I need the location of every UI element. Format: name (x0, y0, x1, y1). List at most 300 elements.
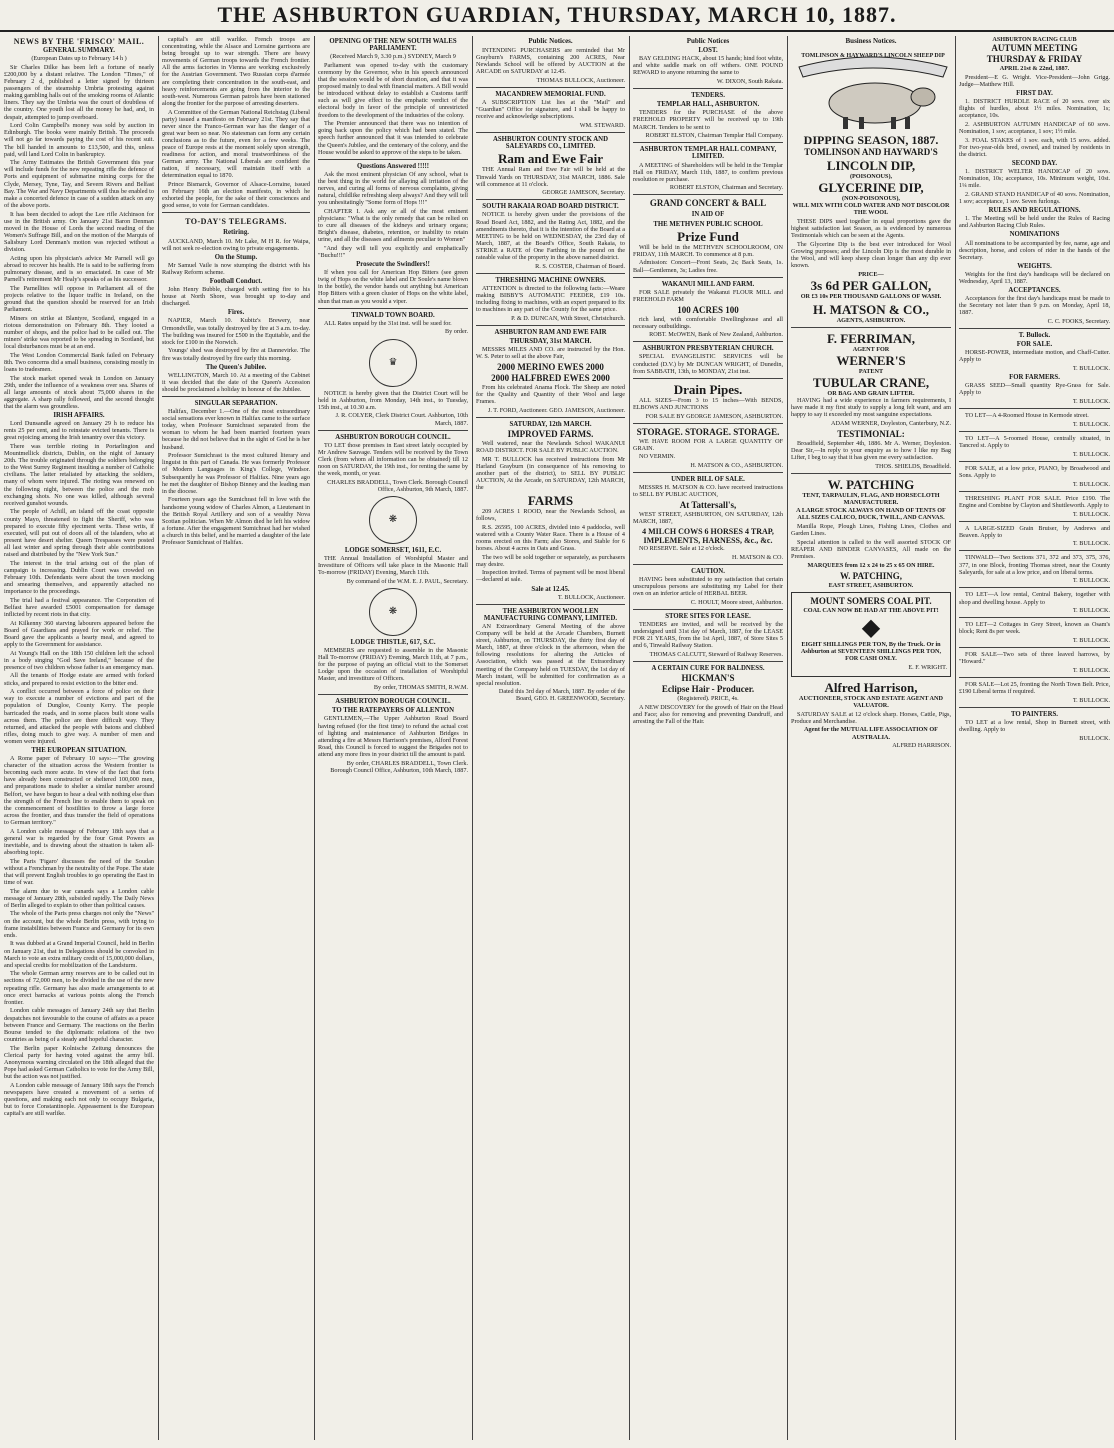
divider (476, 87, 625, 88)
divider (959, 408, 1110, 409)
signature: CHARLES BRADDELL, Town Clerk. Borough Council Office, Ashburton, 9th March, 1887. (327, 478, 468, 493)
signature: THOMAS BULLOCK, Auctioneer. (536, 77, 625, 85)
subheading: LODGE THISTLE, 617, S.C. (350, 639, 436, 646)
paragraph: A Committee of the German National Reichstag (Liberal party) issued a manifesto on February 21st. They say that never since the Franco-German war has the danger of a great war been so near. No statesman can form any certain conclusions as to the future, even for a few weeks. The peace of Europe rests at the moment solely upon strength, readiness for action, and moral trustworthiness of the German army. The National Liberals are confident the nation, if necessary, will maintain itself with a determination equal to 1870. (162, 108, 310, 180)
headline-storage: STORAGE. STORAGE. STORAGE. (636, 426, 780, 437)
paragraph: Professor Sumichrast is the most cultured literary and linguist in this part of Canada. He was formerly Professor of Modern Languages in King's College, Windsor. Subsequently he was Professor of Halifax. Nine years ago he met the daughter of Bishop Binney and the leading man in the diocese. (162, 452, 310, 495)
subheading: Questions Answered !!!!! (357, 162, 429, 170)
paragraph: rich land, with comfortable Dwellinghouse and all necessary outbuildings. (633, 315, 783, 330)
subheading: STORE SITES FOR LEASE. (665, 612, 751, 620)
signature: GEORGE JAMESON, Secretary. (542, 189, 625, 197)
headline-tattersalls: At Tattersall's, (679, 500, 737, 511)
paragraph: Admission: Concert—Front Seats, 2s; Back Seats, 1s. Ball—Gentlemen, 3s; Ladies free. (633, 259, 783, 274)
paragraph: OR £3 10s PER THOUSAND GALLONS OF WASH. (800, 293, 942, 300)
paragraph: Inspection invited. Terms of payment will be most liberal—declared at sale. (476, 569, 625, 584)
paragraph: WILL MIX WITH COLD WATER AND NOT DISCOLOR THE WOOL (792, 202, 950, 217)
paragraph: The stock market opened weak in London on January 29th, under the influence of a weakness over sea. Shares of all large amounts of stock about 75,000 shares in the aggregate. A sharp rally followed, and the second thought that the alarm was groundless. (4, 374, 154, 410)
paragraph: 1. The Meeting will be held under the Rules of Racing and Ashburton Racing Club Rules. (959, 215, 1110, 230)
paragraph: Lord Colin Campbell's money was sold by auction in Edinburgh. The books were mainly British. The proceeds will not go far towards paying the cost of his recent suit. The bill handed in amounts to £13,500, and this, unless paid, will land Lord Colin in bankruptcy. (4, 122, 154, 158)
headline-telegrams: TO-DAY'S TELEGRAMS. (185, 217, 287, 227)
paragraph: R.S. 26595, 100 ACRES, divided into 4 paddocks, well watered with a County Water Race. There is a House of 4 rooms erected on this Farm; also Stores, and Stable for 6 horses. About 4 acres in Oats and Grass. (476, 523, 625, 552)
paragraph: WE HAVE ROOM FOR A LARGE QUANTITY OF GRAIN. (633, 437, 783, 452)
paragraph: A conflict occurred between a force of police on their way to execute a number of evictions and part of the population of Dungloe, County Kerry. The people barricaded the roads, and in some places built stone walls across them. The police are there difficult way. They returned, and attacked the people with batons and clubbed rifles, doing much to give way. A number of men and women were injured. (4, 688, 154, 745)
column-7 (959, 36, 1110, 1440)
divider (318, 308, 468, 309)
paragraph: The Glycerine Dip is the best ever introduced for Wool Growing purposes; and the Lincoln Dip is the most durable in the Wool, and will keep sheep clean longer than any dip ever known. (791, 240, 951, 270)
paragraph: The whole of the Paris press charges not only the "News" on the account, but the whole Berlin press, with trying to frame instabilities between France and Germany for its own ends. (4, 910, 154, 939)
column-rule (629, 36, 630, 1440)
paragraph: All nominations to be accompanied by fee, name, age and description, horse, and colors of rider in the hands of the Secretary. (959, 239, 1110, 261)
paragraph: GRASS SEED—Small quantity Rye-Grass for Sale. Apply to (959, 382, 1110, 397)
headline-eclipse: Eclipse Hair - Producer. (661, 683, 755, 694)
subheading: THURSDAY, 31st MARCH. (509, 338, 592, 346)
paragraph: HORSE-POWER, intermediate motion, and Chaff-Cutter. Apply to (959, 349, 1110, 364)
divider (959, 647, 1110, 648)
paragraph: The Paris 'Figaro' discusses the need of the Soudan without a Frenchman by the neutrality of the Pope. The state that will prevent English troubles to go operating the East in time of war. (4, 857, 154, 886)
paragraph: TENT, TARPAULIN, FLAG, AND HORSECLOTH MANUFACTURER. (802, 491, 940, 506)
signature: By order, THOMAS SMITH, R.W.M. (373, 684, 468, 692)
paragraph: WELLINGTON, March 10. At a meeting of the Cabinet it was decided that the date of the Queen's Accession should be proclaimed a holiday in honour of the Jubilee. (162, 371, 310, 393)
paragraph: TINWALD—Two Sections 371, 372 and 373, 375, 376, 377, in one Block, fronting Thomas street, near the County Saleyards, for sale at a low price, and on liberal terms. (959, 554, 1110, 576)
masonic-compass-icon: ❋ (369, 588, 417, 636)
signature: ADAM WERNER, Doyleston, Canterbury, N.Z. (831, 419, 951, 427)
signature: P. & D. DUNCAN, With Street, Christchurch. (511, 314, 625, 322)
paragraph: The whole German army reserves are to be called out in sections of 72,000 men, to be divided in the use of the new repeating rifle. Germany has also made arrangements to at once erect barracks at various points along the French frontier. (4, 970, 154, 1006)
signature: T. BULLOCK. (1072, 577, 1110, 585)
signature: R. S. COSTER, Chairman of Board. (535, 262, 625, 270)
coal-advert-box (791, 592, 951, 677)
subheading-summary: GENERAL SUMMARY. (42, 47, 116, 55)
subheading: ASHBURTON COUNTY STOCK AND SALEYARDS CO., LIMITED. (492, 136, 608, 151)
column-rule (955, 36, 956, 1440)
subheading: PATENT (858, 367, 884, 375)
subheading: (POISONOUS), (849, 173, 893, 181)
paragraph: Well watered, near the Newlands School WAKANUI ROAD DISTRICT. FOR SALE BY PUBLIC AUCTION. (476, 440, 625, 455)
divider (318, 430, 468, 431)
headline-ferriman: F. FERRIMAN, (827, 330, 915, 346)
big-line: 2000 HALFBRED EWES 2000 (491, 372, 610, 383)
paragraph: A SUBSCRIPTION List lies at the "Mail" and "Guardian" Office for signature, and I shall be happy to receive and acknowledge subscriptions. (476, 99, 625, 121)
subheading: TO THE RATEPAYERS OF ALLENTON (331, 707, 454, 715)
subheading: Prosecute the Swindlers!! (356, 261, 430, 269)
paragraph: INTENDING PURCHASERS are reminded that Mr Grayburn's FARMS, containing 200 ACRES, Near Newlands School will be offered by AUCTION at the ARCADE on SATURDAY at 12.45. (476, 47, 625, 76)
paragraph: A LARGE-SIZED Grain Bruiser, by Andrews and Beaven. Apply to (959, 524, 1110, 539)
signature: ALFRED HARRISON. (892, 742, 951, 750)
subheading: SATURDAY, 12th MARCH. (509, 420, 592, 428)
paragraph: FOR SALE—Lot 25, fronting the North Town Belt. Price, £190 Liberal terms if required. (959, 681, 1110, 696)
subheading-separation: SINGULAR SEPARATION. (194, 400, 278, 407)
headline-patching: W. PATCHING (827, 476, 915, 492)
headline-autumn: AUTUMN MEETING (991, 43, 1078, 54)
column-rule (787, 36, 788, 1440)
divider (633, 472, 783, 473)
section-header: Public Notices (686, 37, 730, 45)
paragraph: A London cable message of January 18th says the French newspapers have created a movement of a series of questions, and making each not only to occupy Bulgaria, but to force Constantinople. Appeasement is the European capital's are still warlike. (4, 1081, 154, 1117)
signature: Dated this 3rd day of March, 1887. By order of the Board, GEO. H. GREENWOOD, Secretary. (498, 688, 625, 703)
headline-nsw-parliament: OPENING OF THE NEW SOUTH WALES PARLIAMENT. (329, 38, 457, 53)
paragraph: THRESHING PLANT FOR SALE. Price £190. The Engine and Combine by Clayton and Shuttleworth. Apply to (959, 494, 1110, 509)
paragraph: TENDERS for the PURCHASE of the above FREEHOLD PROPERTY will be received up to 19th MARCH. Tenders to be sent to (633, 109, 783, 131)
paragraph: TO LET those premises in East street lately occupied by Mr Andrew Sauvage. Tenders will be received by the Town Clerk (from whom all information can be obtained) till 12 noon on SATURDAY, the 19th inst., for renting the same by the week, month, or year. (318, 441, 468, 478)
big-line: 2000 MERINO EWES 2000 (497, 361, 604, 372)
paragraph: FOR SALE, at a low price, PIANO, by Broadwood and Sons. Apply to (959, 464, 1110, 479)
paragraph: THESE DIPS used together in equal proportions gave the highest satisfaction last Season, as is evidenced by numerous Testimonials which can be seen at the Agents. (791, 218, 951, 240)
paragraph: The two will be sold together or separately, as purchasers may desire. (476, 553, 625, 568)
column-2 (162, 36, 310, 1440)
paragraph: GENTLEMEN,—The Upper Ashburton Road Board having refused (for the first time) to refund the actual cost of lighting and maintenance of Ashburton Bridges in attending a fire at Messrs Harrison's premises, Alford Forest Road, this Council is forced to suggest the Brigades not to attend any more fires in your district till the amount is paid. (318, 715, 468, 758)
divider (162, 212, 310, 213)
paragraph: 1. DISTRICT HURDLE RACE of 20 sovs. over six flights of hurdles, about 1½ miles. Nomination, 1s; acceptance, 10s. (959, 98, 1110, 120)
sheep-banner-text: TOMLINSON & HAYWARD'S LINCOLN SHEEP DIP (801, 53, 945, 60)
paragraph: NAPIER, March 10. Kubitz's Brewery, near Ormondville, was totally destroyed by fire at 3 a.m. to-day. The building was insured for £500 in the Equitable, and the stock for £100 in the Norwich. (162, 317, 310, 346)
paragraph: EAST STREET, ASHBURTON. (828, 581, 914, 589)
paragraph: ATTENTION is directed to the following facts:—Weare making BIBBY'S AUTOMATIC FEEDER, £19 10s. including fixing to machines, with an expert prepared to fix to machines in any part of the County for the same price. (476, 284, 625, 314)
paragraph: NOTICE is hereby given that the District Court will be held in Ashburton, from Monday, 14th inst., to Tuesday, 15th inst., at 10.30 a.m. (318, 389, 468, 411)
subheading: (NON-POISONOUS), (842, 195, 900, 203)
paragraph: 3. FOAL STAKES of 1 sov. each, with 15 sovs. added. For two-year-olds bred, owned, and trained by residents in the district. (959, 136, 1110, 158)
paragraph: A MEETING of Shareholders will be held in the Templar Hall on FRIDAY, March 11th, 1887, to confirm previous resolution re purchase. (633, 161, 783, 183)
subheading: FOR SALE. (1016, 341, 1053, 349)
paragraph: Broadfield, September 4th, 1886. Mr A. Werner, Doyleston. Dear Sir,—In reply to your enquiry as to how I like my Bag Lifter, I beg to say that it has given me every satisfaction. (791, 439, 951, 461)
subheading: LODGE SOMERSET, 1611, E.C. (344, 546, 442, 554)
signature: T. BULLOCK. (1072, 420, 1110, 428)
paragraph: The Army Estimates the British Government this year will include funds for the new repeating rifle the defence of Ports and equipment of submarine mining corps for the Clyde, Mersey, Tyne, Tay, and Severn Rivers and Belfast Bay. The War and Navy Departments will thus be enabled to make a concerted defence in case of a sudden attack on any of the above ports. (4, 159, 154, 209)
signature: E. F. WRIGHT. (908, 664, 947, 672)
paragraph: Manilla Rope, Plough Lines, Fishing Lines, Clothes and Garden Lines. (791, 523, 951, 538)
paragraph: FOR SALE—Two sets of three leaved harrows, by "Howard." (959, 651, 1110, 666)
paragraph: Sir Charles Dilke has been left a fortune of nearly £200,000 by a distant relative. The London "Times," of February 2 d, published a letter signed by thirteen passengers of the steamship Umbria protesting against making gambling halls out of the smoking rooms of Atlantic liners. They say the Umbria was the court of doubtless of the country. One youth lost all the money he had, and, in despair, attempted to jump overboard. (4, 63, 154, 121)
paragraph: WEST STREET, ASHBURTON, ON SATURDAY, 12th MARCH, 1887, (633, 511, 783, 526)
subheading: PRICE— (858, 270, 884, 278)
divider (633, 564, 783, 565)
divider (476, 273, 625, 274)
royal-arms-icon: ♛ (369, 339, 417, 387)
diamond-icon: ◆ (861, 615, 881, 642)
headline-racing-club: ASHBURTON RACING CLUB (992, 36, 1077, 43)
subheading: SECOND DAY. (1011, 160, 1058, 167)
divider (633, 142, 783, 143)
subheading: MACANDREW MEMORIAL FUND. (495, 91, 606, 99)
paragraph: THE Annual Installation of Worshipful Master and Investiture of Officers will take place in the Masonic Hall To-morrow (FRIDAY) Evening, March 11th. (318, 555, 468, 577)
paragraph: BAY GELDING HACK, about 15 hands; hind foot white, and white saddle mark on off withers. ONE POUND REWARD to anyone returning the same to (633, 55, 783, 77)
subheading: AGENT FOR (852, 345, 890, 353)
paragraph: The people of Achill, an island off the coast opposite county Mayo, threatened to fight the Sheriff, who was prepared to execute fifty ejectment writs. These writs, if executed, will put out of doors all of the islanders, who at present have desert shelter. Queen Trespasses were posted all last winter and spring through their able contributions raised and distributed by the "New York Sun." (4, 508, 154, 558)
paragraph: NO VERMIN. (639, 453, 676, 461)
paragraph: The trial had a festival appearance. The Corporation of Belfast have awarded £5001 compensation for damage inflicted by recent riots in that city. (4, 596, 154, 618)
subheading: NOMINATIONS (1009, 231, 1060, 239)
signature: FOR SALE BY GEORGE JAMESON, ASHBURTON. (645, 412, 783, 420)
headline-coal-pit: MOUNT SOMERS COAL PIT. (810, 595, 932, 606)
signature: ROBERT ELSTON, Chairman Templar Hall Company. (645, 132, 783, 140)
divider (959, 491, 1110, 492)
paragraph: The interest in the trial arising out of the plan of campaign is increasing. Dublin Court was crowded on February 10th. Defendants were about the town mocking and smearing themselves, and apparently attached no importance to the proceedings. (4, 559, 154, 596)
divider (476, 604, 625, 605)
paragraph: (Registered). PRICE, 4s. (677, 694, 739, 702)
paragraph: CHAPTER I. Ask any or all of the most eminent physicians: "What is the only remedy that can be relied on to cure all diseases of the kidneys and urinary organs; Bright's disease, diabetes, retention, or inability to retain urine, and all the diseases and ailments peculiar to Women" (318, 207, 468, 244)
divider (959, 550, 1110, 551)
divider (476, 132, 625, 133)
signature: J. T. FORD, Auctioneer. GEO. JAMESON, Auctioneer. (487, 406, 625, 414)
paragraph: AUCTIONEER, STOCK AND ESTATE AGENT AND VALUATOR. (799, 694, 943, 709)
headline-concert: GRAND CONCERT & BALL (649, 198, 767, 209)
divider (633, 194, 783, 195)
subheading: On the Stump. (214, 253, 258, 261)
subheading: RULES AND REGULATIONS. (988, 207, 1081, 215)
headline-werner: WERNER'S (836, 352, 906, 368)
paragraph: MARQUEES from 12 x 24 to 25 x 65 ON HIRE. (807, 561, 935, 569)
paragraph: Halifax, December 1.—One of the most extraordinary social sensations ever known in Halifax came to the surface today, when Professor Sumichrast separated from the woman to whom he had been married fourteen years because he did not believe that in the sight of God he is her husband. (162, 408, 310, 451)
paragraph: Prince Bismarck, Governor of Alsace-Lorraine, issued on February 16th an election manifesto, in which he exhorted the people, for the sake of their consciences and good sense, to vote for German candidates. (162, 181, 310, 210)
paragraph: There was terrible rioting in Portarlington and Mountmellick districts, Dublin, on the night of January 20th. The trouble originated through the soldiers belonging to the West Surrey Regiment insulting a number of Catholic civilians. The latter retaliated by attacking the soldiers, many of whom were injured. The rioting was renewed on the following night, between the police and the mob exchanging shots. No one was killed, although several received gunshot wounds. (4, 443, 154, 507)
subheading-irish-affairs: IRISH AFFAIRS. (53, 412, 105, 420)
signature: H. MATSON & CO. (731, 553, 783, 561)
paragraph: A Rome paper of February 10 says:—"The growing character of the situation across the Western frontier is becoming each more acute. In view of the fact that forts have already been constructed or sheltered 100,000 men, and preparations made to shelter a similar number around Belfort, we have begun to hear a deal with nothing else than the strength of the French line to enable them to speak on the commencement of hostilities to throw a large force across the frontier, and thus transfer the field of operations to German territory." (4, 755, 154, 826)
divider (633, 661, 783, 662)
headline-tubular-crane: TUBULAR CRANE, (812, 374, 930, 390)
column-5 (633, 36, 783, 1440)
divider (959, 587, 1110, 588)
divider (791, 473, 951, 474)
signature: T. BULLOCK. (1072, 540, 1110, 548)
paragraph: Weights for the first day's handicaps will be declared on Wednesday, April 13, 1887. (959, 270, 1110, 285)
paragraph: AUCKLAND, March 10. Mr Lake, M H R. for Waipa, will not seek re-election owing to private engagements. (162, 237, 310, 252)
paragraph: TO LET—A 5-roomed House, centrally situated, in Tancred st. Apply to (959, 434, 1110, 450)
column-6 (791, 36, 951, 1440)
masonic-compass-icon: ❋ (369, 496, 417, 544)
signature: ROBERT ELSTON, Chairman and Secretary. (669, 184, 783, 192)
paragraph: TO LET—2 Cottages in Grey Street, known as Osam's block; Rent 8s per week. (959, 621, 1110, 636)
paragraph: 1. DISTRICT WELTER HANDICAP of 20 sovs. Nomination, 10s; acceptance, 10s. Minimum weight, 10st. 1¼ mile. (959, 168, 1110, 190)
sheep-illustration (791, 47, 951, 131)
paragraph: SATURDAY SALE at 12 o'clock sharp. Horses, Cattle, Pigs, Produce and Merchandise. (791, 710, 951, 725)
paragraph: Agent for the MUTUAL LIFE ASSOCIATION OF AUSTRALIA. (804, 726, 938, 741)
divider (633, 423, 783, 424)
signature: THOS. SHIELDS, Broadfield. (875, 462, 951, 470)
signature: T. BULLOCK. (1072, 637, 1110, 645)
paragraph: Will be held in the METHVEN SCHOOLROOM, ON FRIDAY, 11th MARCH. To commence at 8 p.m. (633, 243, 783, 258)
subheading: A CERTAIN CURE FOR BALDNESS. (651, 664, 765, 672)
subheading: WEIGHTS. (1017, 262, 1052, 270)
divider (959, 521, 1110, 522)
paragraph: FOR SALE privately the Wakanui FLOUR MILL and FREEHOLD FARM (633, 288, 783, 303)
paragraph: The West London Commercial Bank failed on February 8th. Two concerns did a small business, consisting mostly in loans to tradesmen. (4, 351, 154, 373)
divider (959, 328, 1110, 329)
subheading: FIRST DAY. (1016, 89, 1053, 97)
paragraph: All the tenants of Hodge estate are armed with forked sticks, and prepared to resist eviction to the bitter end. (4, 672, 154, 687)
paragraph: Acceptances for the first day's handicaps must be made to the Secretary not later than 9 p.m. on Monday, April 18, 1887. (959, 295, 1110, 317)
masthead-title: THE ASHBURTON GUARDIAN, THURSDAY, MARCH 10, 1887. (0, 0, 1114, 32)
headline-patching-2: W. PATCHING, (839, 570, 903, 581)
paragraph: Fourteen years ago the Sumichrast fell in love with the handsome young widow of Charles Almon, a Lieutenant in the British Royal Artillery and son of a wealthy Nova Scotian politician. When Mr Almon died he left his widow a fortune. After the engagement Sumichrast had her wished a church in this belief, and he married a daughter of the late Professor Sumichrast of Halifax. (162, 496, 310, 546)
paragraph: TO LET at a low rental, Shop in Burnett street, with dwelling. Apply to (959, 719, 1110, 734)
paragraph: London cable messages of January 24th say that Berlin despatches not favourable to the course of affairs as a peace between France and Germany. The reactions on the Berlin Bourse tended to the diplomatic relations of the two countries as being of a steady and hopeful character. (4, 1007, 154, 1043)
subheading: TO PAINTERS. (1011, 710, 1058, 718)
headline-dates: THURSDAY & FRIDAY (986, 54, 1083, 65)
signature: T. BULLOCK. (1072, 450, 1110, 458)
headline-frisco-mail: NEWS BY THE 'FRISCO' MAIL. (13, 37, 145, 46)
column-3 (318, 36, 468, 1440)
headline-prize-fund: Prize Fund (677, 228, 739, 244)
dateline: (European Dates up to February 14 h ) (31, 55, 127, 63)
subheading: T. Bullock. (1018, 332, 1051, 340)
headline-lincoln-dip: LINCOLN DIP, (826, 158, 916, 174)
subheading: FOR FARMERS. (1009, 374, 1060, 382)
paragraph: MR T. BULLOCK has received instructions from Mr Harland Grayburn (in consequence of his removing to another part of the district), to SELL BY PUBLIC AUCTION, At the Arcade, on SATURDAY, 12th MARCH, the (476, 455, 625, 492)
column-rule (158, 36, 159, 1440)
paragraph: From his celebrated Anama Flock. The Sheep are noted for the Quality and Quantity of their Wool and large Frames. (476, 383, 625, 406)
subheading: ASHBURTON TEMPLAR HALL COMPANY, LIMITED. (639, 146, 777, 161)
subheading: The Queen's Jubilee. (205, 363, 267, 371)
signature: WM. STEWARD. (579, 122, 625, 130)
headline-farms: FARMS (527, 492, 574, 508)
paragraph: The Premier announced that there was no intention of going back upon the policy which had been stated. The speech further announced that it was intended to celebrate the Queen's Jubilee, and the centenary of the colony, and the House would be asked to approve of the steps to be taken. (318, 120, 468, 156)
subheading: Fires. (227, 309, 245, 317)
paragraph: "And they will tell you explicitly and emphatically "Buchu!!!" (318, 244, 468, 259)
signature: T. BULLOCK, Auctioneer. (557, 593, 625, 601)
headline-testimonial: TESTIMONIAL: (837, 428, 905, 439)
paragraph: TENDERS are invited, and will be received by the undersigned until 31st day of March, 1887, for the LEASE FOR 21 YEARS, from the 1st April, 1887, of Store Sites 5 and 6, Tinwald Railway Station. (633, 620, 783, 650)
subheading: OR BAG AND GRAIN LIFTER. (827, 389, 915, 397)
subheading: ASHBURTON PRESBYTERIAN CHURCH. (642, 345, 774, 353)
subheading: ASHBURTON BOROUGH COUNCIL. (335, 698, 451, 706)
paragraph: MESSRS H. MATSON & CO. have received instructions to SELL BY PUBLIC AUCTION, (633, 484, 783, 499)
paragraph: It has been decided to adopt the Lee rifle Atchinson for use in the British army. On January 21st Baron Denman moved in the House of Lords the second reading of the Women's Suffrage Bill, and on the motion of the Marquis of Salisbury Lord Denman's motion was rejected without a division. (4, 210, 154, 253)
subheading: Football Conduct. (209, 278, 263, 285)
signature: H. MATSON & CO., ASHBURTON. (690, 462, 783, 470)
paragraph: TO LET—A low rental, Central Bakery, together with shop and dwelling house. Apply to (959, 591, 1110, 606)
paragraph: It was dubbed at a Grand Imperial Council, held in Berlin on January 21st, that in Delegations should be convoked in March to vote an extra military credit of 15,000,000 dollars, and special credits for mobilization of the Landsturm. (4, 940, 154, 969)
signature: C. C. FOOKS, Secretary. (1047, 318, 1110, 326)
subheading: Retiring. (223, 229, 249, 237)
signature: T. BULLOCK. (1072, 510, 1110, 518)
subheading: Sale at 12.45. (531, 585, 570, 593)
paragraph: At Young's Hall on the 18th 150 children left the school in a body singing "God Save Ireland," because of the presence of two children whose father is an emergency man. (4, 649, 154, 671)
column-rule (314, 36, 315, 1440)
paragraph: EIGHT SHILLINGS PER TON, By the Truck. Or in Ashburton at SEVENTEEN SHILLINGS PER TON, FOR CASH ONLY. (800, 641, 942, 663)
column-rule (472, 36, 473, 1440)
paragraph: SPECIAL EVANGELISTIC SERVICES will be conducted (D.V.) by Mr DUNCAN WRIGHT, of Dunedin, from SABBATH, 13th, to MONDAY, 21st inst. (633, 353, 783, 375)
divider (633, 378, 783, 379)
paragraph: John Henry Bubble, charged with setting fire to his house at North Shore, was brought up to-day and discharged. (162, 286, 310, 308)
paragraph: NOTICE is hereby given under the provisions of the Road Board Act, 1882, and the Rating Act, 1882, and the amendments thereto, that it is the intention of the Board at a MEETING to be held on WEDNESDAY, the 23rd day of March, 1887, at the Board's Office, South Rakaia, to STRIKE a RATE of One Farthing in the pound on the rateable value of the property in the above named district. (476, 211, 625, 262)
divider (633, 341, 783, 342)
paragraph: MEMBERS are requested to assemble in the Masonic Hall To-morrow (FRIDAY) Evening, March 11th, at 7 p.m., for the purpose of paying an official visit to the Somerset Lodge upon the occasion of installation of Worshipful Master, and investiture of Officers. (318, 647, 468, 683)
column-1 (4, 36, 154, 1440)
headline-improved-farms: IMPROVED FARMS. (507, 429, 594, 439)
paragraph: MESSRS MILES AND CO. are instructed by the Hon. W. S. Peter to sell at the above Fair, (476, 346, 625, 361)
subheading: THE ASHBURTON WOOLLEN MANUFACTURING COMPANY, LIMITED. (483, 607, 618, 622)
divider (633, 277, 783, 278)
headline-hickmans: HICKMAN'S (681, 672, 735, 683)
paragraph: Mr Samuel Vaile is now stumping the district with his Railway Reform scheme. (162, 261, 310, 276)
paragraph: At Kilkenny 360 starving labourers appeared before the Board of Guardians and prayed for work or relief. The Board gave the applicants a hearty meal, and agreed to apply to the Government for assistance. (4, 619, 154, 648)
paragraph: HAVING been substituted to my satisfaction that certain unscrupulous persons are substituting my Label for their own on an inferior article of HERBAL BEER. (633, 575, 783, 597)
paragraph: ALL SIZES—From 3 to 15 inches—With BENDS, ELBOWS AND JUNCTIONS (633, 396, 783, 411)
paragraph: THE Annual Ram and Ewe Fair will be held at the Tinwald Yards on THURSDAY, 31st MARCH, 1886. Sale will commence at 11 o'clock. (476, 166, 625, 188)
paragraph: 2. GRAND STAND HANDICAP of 40 sovs. Nomination, 1 sov; acceptance, 1 sov. Seven furlongs. (959, 190, 1110, 206)
subheading: SOUTH RAKAIA ROAD BOARD DISTRICT. (482, 203, 619, 211)
signature: T. BULLOCK. (1072, 398, 1110, 406)
signature: By command of the W.M. E. J. PAUL, Secretary. (346, 577, 468, 585)
paragraph: The Berlin paper Kolnische Zeitung denounces the Clerical party for having voted against the army bill. Anonymous warning circulated on the 18th alleged that the Pope had asked German Catholics to vote for the Army Bill, but the action was not justified. (4, 1044, 154, 1080)
paragraph: A NEW DISCOVERY for the growth of Hair on the Head and Face; also for removing and preventing Dandruff, and arresting the Fall of the Hair. (633, 703, 783, 725)
paragraph: The alarm due to war canards says a London cable message of January 28th, subsided rapidly. The Daily News of Berlin alleged to explain to other than political causes. (4, 887, 154, 909)
paragraph: If when you call for American Hop Bitters (see green twig of Hops on the white label and Dr Soule's name blown in the bottle), the vendor hands out anything but American Hop Bitters with a green cluster of Hops on the white label, shun that man as you would a viper. (318, 269, 468, 305)
headline-drain-pipes: Drain Pipes. (673, 381, 743, 397)
divider (959, 707, 1110, 708)
divider (318, 159, 468, 160)
signature: C. HOULT, Moore street, Ashburton. (690, 598, 783, 606)
headline-glycerine-dip: GLYCERINE DIP, (818, 180, 924, 196)
subheading: ASHBURTON RAM AND EWE FAIR (494, 328, 607, 336)
signature: T. BULLOCK. (1072, 365, 1110, 373)
big-line: 4 MILCH COWS 6 HORSES 4 TRAP, IMPLEMENTS, HARNESS, &c., &c. (642, 526, 774, 545)
divider (476, 417, 625, 418)
signature: T. BULLOCK. (1072, 480, 1110, 488)
big-line: 100 ACRES 100 (677, 304, 739, 315)
divider (633, 88, 783, 89)
signature: ROBT. McOWEN, Bank of New Zealand, Ashburton. (649, 331, 783, 339)
subheading: CAUTION. (691, 567, 725, 575)
headline-matson: H. MATSON & CO., (812, 301, 930, 317)
subheading: ACCEPTANCES. (1008, 287, 1061, 295)
subheading: TINWALD TOWN BOARD. (351, 311, 435, 319)
signature: W. DIXON, South Rakaia. (716, 78, 783, 86)
subheading: THRESHING MACHINE OWNERS. (495, 276, 606, 284)
signature: By order. (444, 328, 468, 336)
paragraph: ALL Rates unpaid by the 31st inst. will be sued for. (324, 319, 452, 327)
subheading: THE METHVEN PUBLIC SCHOOL (653, 220, 763, 228)
signature: T. BULLOCK. (1072, 696, 1110, 704)
subheading: TEMPLAR HALL, ASHBURTON. (656, 101, 760, 109)
paragraph: Special attention is called to the well assorted STOCK OF REAPER AND BINDER CANVASES, All made on the Premises. (791, 538, 951, 561)
headline-harrison: Alfred Harrison, (824, 679, 918, 695)
headline-price: 3s 6d PER GALLON, (810, 278, 932, 293)
subheading: TENDERS. (691, 92, 725, 100)
paragraph: Youngs' shed was destroyed by fire at Dannevirke. The fire was totally destroyed by fire early this morning. (162, 347, 310, 362)
paragraph: Acting upon his physician's advice Mr Parnell will go abroad to recover his health. He is said to be suffering from pulmonary disease, and is so emaciated. In case of Mr Parnell's retirement Mr Healy's speaks of as his successor. (4, 254, 154, 283)
signature: THOMAS CALCUTT, Steward of Railway Reserves. (649, 650, 783, 658)
divider (162, 396, 310, 397)
divider (959, 617, 1110, 618)
subheading: UNDER BILL OF SALE. (671, 476, 745, 484)
signature: BULLOCK. (1079, 734, 1110, 742)
headline-tomlinson: TOMLINSON AND HAYWARD'S (804, 147, 938, 158)
section-header: Public Notices. (528, 37, 573, 45)
paragraph: Miners on strike at Blantyre, Scotland, engaged in a riotous demonstration on February 8th. They looted a number of shops, and the police had to be called out. The miners' strike was reported to be spreading in Scotland, but local disturbances must be at an end. (4, 314, 154, 350)
signature: T. BULLOCK. (1072, 607, 1110, 615)
subheading: IN AID OF (691, 211, 725, 219)
column-4 (476, 36, 625, 1440)
paragraph: Lord Dunsandle agreed on January 29 h to reduce his rents 25 per cent, and to reinstate evicted tenants. There is great rejoicing among the Irish tenantry over this victory. (4, 420, 154, 442)
paragraph: NO RESERVE. Sale at 12 o'clock. (639, 544, 725, 552)
divider (959, 461, 1110, 462)
paragraph: 2. ASHBURTON AUTUMN HANDICAP of 60 sovs. Nomination, 1 sov; acceptance, 1 sov; 1½ mile. (959, 120, 1110, 136)
paragraph: AN Extraordinary General Meeting of the above Company will be held at the Arcade Chambers, Burnett street, Ashburton, on THURSDAY, the thirty first day of March, 1887, at three o'clock in the afternoon, when the following resolutions for altering the Articles of Association, which was passed at the Extraordinary meeting of the Company held on TUESDAY, the 1st day of March instant, will be submitted for confirmation as a special resolution. (476, 622, 625, 687)
signature: J. R. COLYER, Clerk District Court. Ashburton, 10th March, 1887. (335, 412, 468, 427)
paragraph: A London cable message of February 18th says that a general war is regarded by the four Great Powers as inevitable, and is drawing about the situation is taken all-absorbing topic. (4, 827, 154, 856)
divider (318, 694, 468, 695)
divider (959, 431, 1110, 432)
paragraph: AGENTS, ASHBURTON. (836, 316, 906, 324)
subheading: ASHBURTON BOROUGH COUNCIL. (335, 433, 451, 441)
paragraph: HAVING had a wide experience in farmers requirements, I have made it my first study to supply a long felt want, and am happy to say it exceeded my most sanguine expectations. (791, 397, 951, 419)
paragraph: TO LET—A 4-Roomed House in Kermode street. (965, 412, 1089, 420)
headline-ram-fair: Ram and Ewe Fair (497, 151, 604, 167)
headline-dipping: DIPPING SEASON, 1887. (803, 133, 939, 148)
subheading-european-situation: THE EUROPEAN SITUATION. (31, 747, 127, 754)
divider (476, 199, 625, 200)
